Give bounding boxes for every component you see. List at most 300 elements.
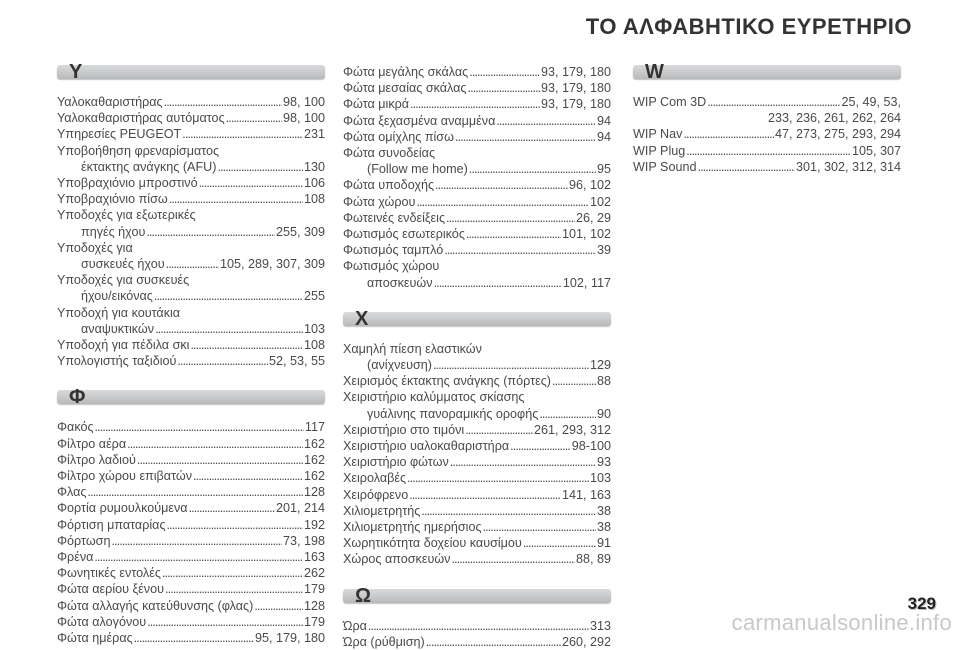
index-entry-row [343, 406, 611, 422]
entry-pages: 105, 289, 307, 309 [219, 257, 325, 272]
entry-term: Φωτισμός χώρου [343, 259, 440, 274]
index-entry-row [633, 143, 901, 159]
entry-term: Φωτεινές ενδείξεις [343, 210, 446, 225]
index-entry-row [343, 438, 611, 454]
index-entry-row [57, 500, 325, 516]
entry-term: Φώτα αερίου ξένου [57, 582, 164, 597]
entry-pages: 25, 49, 53, [841, 95, 901, 109]
entry-term: Υαλοκαθαριστήρας αυτόματος [57, 111, 225, 126]
leader-dots [468, 80, 540, 96]
entry-pages: 93, 179, 180 [540, 97, 611, 112]
entry-term: Φλας [57, 485, 87, 500]
section-header-phi [57, 387, 325, 413]
entry-term: Υποδοχές για εξωτερικές [57, 208, 196, 223]
index-entry [343, 177, 611, 193]
leader-dots [162, 565, 303, 581]
entry-term: αποσκευών [367, 275, 433, 290]
index-entry-row [343, 634, 611, 650]
entry-pages: 93, 179, 180 [540, 81, 611, 96]
entry-term: WIP Plug [633, 143, 686, 158]
section-phi-entries [57, 419, 325, 646]
entry-term: Φώτα αλλαγής κατεύθυνσης (φλας) [57, 598, 254, 613]
entry-pages: 313 [589, 618, 611, 633]
leader-dots [410, 96, 540, 112]
entry-pages: 88 [596, 374, 611, 389]
section-letter-omega: Ω [355, 584, 372, 607]
section-phi-continued-entries [343, 64, 611, 291]
index-entry [57, 110, 325, 126]
entry-pages: 95, 179, 180 [254, 631, 325, 646]
entry-pages: 73, 198 [282, 533, 325, 548]
entry-pages: 96, 102 [568, 178, 611, 193]
index-entry [57, 484, 325, 500]
leader-dots [146, 224, 275, 240]
index-entry [343, 80, 611, 96]
entry-pages: 103 [303, 321, 325, 336]
index-entry [343, 438, 611, 454]
index-entry [57, 436, 325, 452]
index-entry-row [57, 191, 325, 207]
entry-pages: 102, 117 [562, 275, 611, 290]
index-entry-row [57, 419, 325, 435]
entry-term: Υποβραχιόνιο μπροστινό [57, 176, 198, 191]
index-entry-row [57, 533, 325, 549]
leader-dots [421, 503, 596, 519]
index-entry [343, 373, 611, 389]
index-entry [57, 175, 325, 191]
entry-term: Φώτα υποδοχής [343, 178, 435, 193]
entry-pages: 231 [303, 127, 325, 142]
index-entry-row [343, 226, 611, 242]
leader-dots [469, 161, 596, 177]
section-header-chi [343, 309, 611, 335]
index-entry [343, 194, 611, 210]
index-entry-row [343, 551, 611, 567]
leader-dots [483, 519, 596, 535]
index-entry [57, 207, 325, 239]
section-letter-w: W [645, 61, 664, 83]
entry-term: Υποδοχές για συσκευές [57, 273, 190, 288]
entry-term: Φώτα ξεχασμένα αναμμένα [343, 113, 496, 128]
leader-dots [426, 634, 561, 650]
index-entry [57, 305, 325, 337]
leader-dots [254, 598, 303, 614]
entry-pages: 103 [589, 471, 611, 486]
section-y-entries [57, 94, 325, 369]
entry-pages: 108 [303, 192, 325, 207]
index-entry-row [57, 598, 325, 614]
entry-term: Χειριστήριο υαλοκαθαριστήρα [343, 439, 510, 454]
entry-pages: 38 [596, 503, 611, 518]
entry-term: Φακός [57, 420, 94, 435]
index-entry [633, 126, 901, 142]
index-entry-row [343, 113, 611, 129]
entry-pages: 95 [596, 162, 611, 177]
entry-term: Χειρισμός έκτακτης ανάγκης (πόρτες) [343, 374, 551, 389]
entry-term: έκτακτης ανάγκης (AFU) [81, 159, 217, 174]
leader-dots [217, 159, 303, 175]
index-entry-row [57, 288, 325, 304]
index-entry [343, 242, 611, 258]
entry-pages: 93 [596, 455, 611, 470]
index-entry [57, 581, 325, 597]
entry-term: Φορτία ρυμουλκούμενα [57, 501, 188, 516]
section-header-y [57, 62, 325, 88]
index-entry-row [343, 129, 611, 145]
entry-pages: 105, 307 [851, 143, 901, 158]
index-entry [343, 113, 611, 129]
index-entry [343, 226, 611, 242]
entry-pages: 38 [596, 520, 611, 535]
index-entry-row [343, 357, 611, 373]
entry-pages: 130 [303, 159, 325, 174]
entry-pages: 162 [303, 436, 325, 451]
entry-pages: 255, 309 [275, 224, 325, 239]
index-entry-row [57, 614, 325, 630]
section-letter-y: Y [69, 61, 83, 83]
index-entry-row [343, 422, 611, 438]
entry-term: Φόρτωση [57, 533, 111, 548]
index-entry [57, 126, 325, 142]
index-entry [57, 630, 325, 646]
leader-dots [111, 533, 282, 549]
section-bar [57, 65, 325, 79]
page-number: 329 [907, 594, 936, 613]
watermark: carmanualsonline.info [731, 610, 952, 635]
index-entry [57, 272, 325, 304]
leader-dots [433, 357, 589, 373]
index-entry-row [57, 353, 325, 369]
entry-term: Φώτα συνοδείας [343, 146, 436, 161]
index-entry-row [343, 242, 611, 258]
index-entry-row [57, 484, 325, 500]
entry-pages: 47, 273, 275, 293, 294 [774, 127, 901, 142]
entry-term: Χωρητικότητα δοχείου καυσίμου [343, 536, 522, 551]
index-entry [343, 618, 611, 634]
entry-pages: 260, 292 [561, 634, 611, 649]
entry-term: (Follow me home) [367, 162, 468, 177]
index-entry [57, 337, 325, 353]
section-bar [343, 589, 611, 603]
entry-pages: 94 [596, 129, 611, 144]
entry-term: Υποδοχές για [57, 240, 133, 255]
entry-pages: 90 [596, 406, 611, 421]
leader-dots [88, 484, 303, 500]
entry-term: Υποβοήθηση φρεναρίσματος [57, 143, 220, 158]
entry-term: WIP Sound [633, 159, 697, 174]
entry-term: Χειρολαβές [343, 471, 407, 486]
index-entry-row [57, 630, 325, 646]
entry-pages-continued: 233, 236, 261, 262, 264 [767, 111, 901, 126]
entry-pages: 39 [596, 243, 611, 258]
entry-term: Φίλτρο αέρα [57, 436, 127, 451]
entry-term: Φίλτρο χώρου επιβατών [57, 469, 192, 484]
index-entry [633, 143, 901, 159]
entry-pages: 128 [303, 485, 325, 500]
entry-term: Φόρτιση μπαταρίας [57, 517, 166, 532]
entry-term: Χειριστήριο στο τιμόνι [343, 422, 465, 437]
leader-dots [190, 337, 303, 353]
index-column-1 [57, 62, 325, 646]
entry-pages: 93, 179, 180 [540, 65, 611, 79]
index-entry [343, 535, 611, 551]
leader-dots [466, 226, 561, 242]
entry-term: Φώτα μεσαίας σκάλας [343, 81, 467, 96]
index-entry-row [57, 549, 325, 565]
index-entry-row [343, 454, 611, 470]
leader-dots [177, 353, 268, 369]
index-entry-row [57, 224, 325, 240]
leader-dots [137, 452, 303, 468]
entry-term: Υπολογιστής ταξιδιού [57, 354, 177, 369]
entry-term: Υποδοχή για κουτάκια [57, 305, 181, 320]
index-entry [343, 519, 611, 535]
index-entry [57, 598, 325, 614]
entry-pages: 106 [303, 176, 325, 191]
leader-dots [523, 535, 596, 551]
leader-dots [446, 210, 575, 226]
leader-dots [697, 159, 794, 175]
leader-dots [155, 321, 303, 337]
index-entry-row [57, 126, 325, 142]
entry-term: Φώτα μικρά [343, 97, 410, 112]
leader-dots [154, 288, 303, 304]
index-entry-row [57, 468, 325, 484]
entry-term: Φωτισμός εσωτερικός [343, 227, 465, 242]
index-entry [343, 258, 611, 290]
leader-dots [127, 436, 303, 452]
leader-dots [444, 242, 596, 258]
leader-dots [193, 468, 303, 484]
entry-pages: 52, 53, 55 [268, 354, 325, 369]
section-bar [633, 65, 901, 79]
entry-pages: 261, 293, 312 [533, 422, 611, 437]
index-entry [57, 191, 325, 207]
entry-pages: 88, 89 [575, 552, 611, 567]
index-entry-row [57, 581, 325, 597]
index-entry [343, 470, 611, 486]
entry-term: Φωνητικές εντολές [57, 566, 161, 581]
entry-term: Υπηρεσίες PEUGEOT [57, 127, 182, 142]
section-bar [57, 390, 325, 404]
index-entry-row [633, 159, 901, 175]
entry-term: Φώτα αλογόνου [57, 614, 147, 629]
index-entry [57, 240, 325, 272]
entry-term: Φίλτρο λαδιού [57, 452, 136, 467]
index-entry [57, 468, 325, 484]
index-entry [343, 145, 611, 177]
index-entry [633, 159, 901, 175]
index-entry [57, 94, 325, 110]
leader-dots [189, 500, 275, 516]
entry-term: Φώτα χώρου [343, 194, 416, 209]
index-entry-row [343, 373, 611, 389]
index-entry-row [343, 535, 611, 551]
leader-dots [368, 618, 589, 634]
leader-dots [683, 126, 773, 142]
entry-term: Υποβραχιόνιο πίσω [57, 192, 168, 207]
index-entry [57, 517, 325, 533]
leader-dots [707, 94, 840, 110]
leader-dots [166, 256, 219, 272]
index-entry-row [57, 159, 325, 175]
entry-term: Χώρος αποσκευών [343, 552, 451, 567]
index-entry [633, 94, 901, 126]
index-entry [343, 422, 611, 438]
section-header-w [633, 62, 901, 88]
entry-pages: 192 [303, 517, 325, 532]
index-entry-row [343, 519, 611, 535]
index-entry-row [343, 161, 611, 177]
index-entry-row [343, 470, 611, 486]
leader-dots [407, 470, 589, 486]
leader-dots [451, 551, 575, 567]
leader-dots [164, 94, 282, 110]
entry-term: Χειριστήριο καλύμματος σκίασης [343, 390, 525, 405]
entry-pages: 162 [303, 452, 325, 467]
index-entry [57, 353, 325, 369]
leader-dots [182, 126, 303, 142]
entry-pages: 117 [304, 420, 325, 435]
index-entry [343, 454, 611, 470]
index-entry [57, 614, 325, 630]
entry-pages: 98, 100 [282, 95, 325, 109]
leader-dots [167, 517, 303, 533]
entry-term: Φώτα ημέρας [57, 631, 133, 646]
index-entry-row [343, 64, 611, 80]
leader-dots [434, 275, 562, 291]
entry-term: αναψυκτικών [81, 321, 155, 336]
index-entry-row [57, 337, 325, 353]
index-entry [343, 551, 611, 567]
entry-pages: 179 [303, 614, 325, 629]
entry-term: Χαμηλή πίεση ελαστικών [343, 341, 482, 356]
index-entry-row [57, 452, 325, 468]
index-entry-row [343, 618, 611, 634]
index-entry [343, 487, 611, 503]
index-column-3 [633, 62, 901, 175]
index-entry-row [57, 565, 325, 581]
index-entry [343, 341, 611, 373]
leader-dots [226, 110, 282, 126]
leader-dots [94, 549, 303, 565]
index-entry-row [343, 503, 611, 519]
entry-pages: 98, 100 [282, 111, 325, 126]
index-entry [343, 634, 611, 650]
index-entry-row [57, 94, 325, 110]
section-w-entries [633, 94, 901, 175]
entry-pages: 102 [589, 194, 611, 209]
leader-dots [686, 143, 851, 159]
entry-pages: 301, 302, 312, 314 [795, 159, 901, 174]
index-entry [57, 533, 325, 549]
leader-dots [496, 113, 596, 129]
index-entry-row [57, 175, 325, 191]
index-entry-row [343, 96, 611, 112]
leader-dots [435, 177, 568, 193]
entry-term: Υαλοκαθαριστήρας [57, 95, 163, 109]
index-entry-row [343, 275, 611, 291]
entry-pages: 141, 163 [561, 487, 611, 502]
leader-dots [455, 129, 596, 145]
entry-term: πηγές ήχου [81, 224, 146, 239]
index-entry-row [343, 210, 611, 226]
section-omega-entries [343, 618, 611, 650]
entry-pages: 94 [596, 113, 611, 128]
entry-term: Φώτα ομίχλης πίσω [343, 129, 454, 144]
leader-dots [165, 581, 303, 597]
entry-term: Υποδοχή για πέδιλα σκι [57, 338, 190, 353]
entry-term: συσκευές ήχου [81, 257, 165, 272]
leader-dots [510, 438, 571, 454]
index-entry-row [343, 194, 611, 210]
index-entry [343, 503, 611, 519]
leader-dots [409, 487, 561, 503]
leader-dots [134, 630, 254, 646]
index-entry-row [633, 126, 901, 142]
index-entry [57, 419, 325, 435]
leader-dots [465, 422, 533, 438]
index-entry-row [633, 94, 901, 110]
index-entry [57, 452, 325, 468]
leader-dots [469, 64, 540, 80]
entry-term: Φώτα μεγάλης σκάλας [343, 65, 469, 79]
index-entry-row [57, 321, 325, 337]
index-entry [57, 143, 325, 175]
index-entry [343, 389, 611, 421]
index-entry [343, 96, 611, 112]
index-entry-row [343, 177, 611, 193]
entry-pages: 255 [303, 289, 325, 304]
entry-term: Ώρα (ρύθμιση) [343, 634, 425, 649]
index-entry-row [57, 110, 325, 126]
entry-term: ήχου/εικόνας [81, 289, 153, 304]
leader-dots [552, 373, 596, 389]
entry-term: Φρένα [57, 550, 94, 565]
index-entry [343, 129, 611, 145]
leader-dots [147, 614, 303, 630]
index-entry-row [57, 256, 325, 272]
leader-dots [539, 406, 596, 422]
section-letter-chi: Χ [355, 307, 369, 330]
index-entry [343, 210, 611, 226]
entry-term: Χιλιομετρητής ημερήσιος [343, 520, 482, 535]
entry-pages: 26, 29 [575, 210, 611, 225]
entry-pages: 98-100 [571, 439, 611, 454]
entry-pages: 129 [589, 358, 611, 373]
entry-pages: 128 [303, 598, 325, 613]
index-entry [57, 549, 325, 565]
page-title: ΤΟ ΑΛΦΑΒΗΤΙΚΟ ΕΥΡΕΤΗΡΙΟ [585, 14, 912, 39]
entry-term: Χειριστήριο φώτων [343, 455, 449, 470]
entry-term: γυάλινης πανοραμικής οροφής [367, 406, 539, 421]
entry-pages: 179 [303, 582, 325, 597]
index-entry-row [343, 487, 611, 503]
section-bar [343, 312, 611, 326]
entry-term: Χειρόφρενο [343, 487, 409, 502]
entry-term: (ανίχνευση) [367, 358, 432, 373]
index-entry [343, 64, 611, 80]
entry-pages: 262 [303, 566, 325, 581]
index-entry [57, 565, 325, 581]
leader-dots [169, 191, 303, 207]
leader-dots [416, 194, 589, 210]
entry-term: Χιλιομετρητής [343, 503, 421, 518]
section-header-omega [343, 586, 611, 612]
index-column-2 [343, 64, 611, 650]
entry-pages: 162 [303, 469, 325, 484]
entry-pages: 201, 214 [275, 501, 325, 516]
